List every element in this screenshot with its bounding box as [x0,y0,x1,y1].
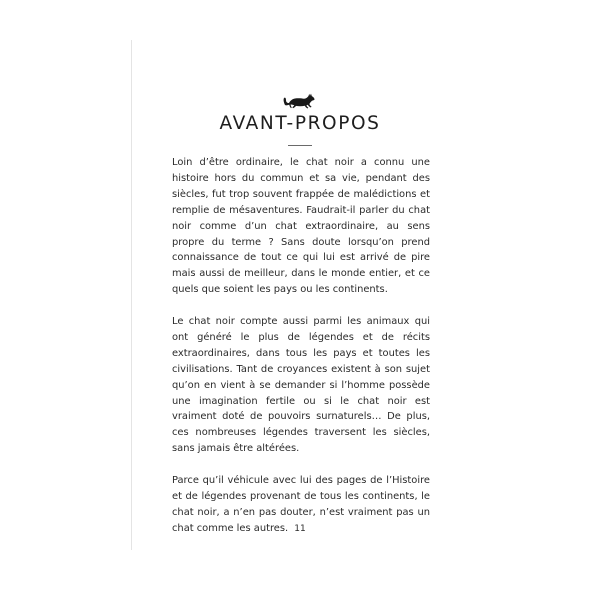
black-cat-icon [282,89,318,111]
body-text [172,155,430,553]
paragraph-2: Le chat noir compte aussi parmi les animaux qui ont généré le plus de légendes et de récits extraordinaires, dans tous les pays et toutes les civilisations. Tant de croyances existent à son sujet qu’on en vient à se demander si l’homme possède une imagination fertile ou si le chat noir est vraiment doté de pouvoirs surnaturels… De plus, ces nombreuses légendes traversent les siècles, sans jamais être altérées. [172,316,430,455]
page-title: AVANT-PROPOS [219,113,381,134]
book-page [132,40,468,550]
paragraph-3: Parce qu’il véhicule avec lui des pages de l’Histoire et de légendes provenant de tous les continents, le chat noir, a n’en pas douter, n’est vraiment pas un chat comme les autres. [172,475,430,534]
page-number: 11 [294,524,306,534]
title-divider [288,145,312,146]
paragraph-1: Loin d’être ordinaire, le chat noir a connu une histoire hors du commun et sa vie, pendant des siècles, fut trop souvent frappée de malédictions et remplie de mésaventures. Faudrait-il parler du chat noir comme d’un chat extraordinaire, au sens propre du terme ? Sans doute lorsqu’on prend connaissance de tout ce qui lui est arrivé de pire mais aussi de meilleur, dans le monde entier, et ce quels que soient les pays ou les continents. [172,157,430,296]
